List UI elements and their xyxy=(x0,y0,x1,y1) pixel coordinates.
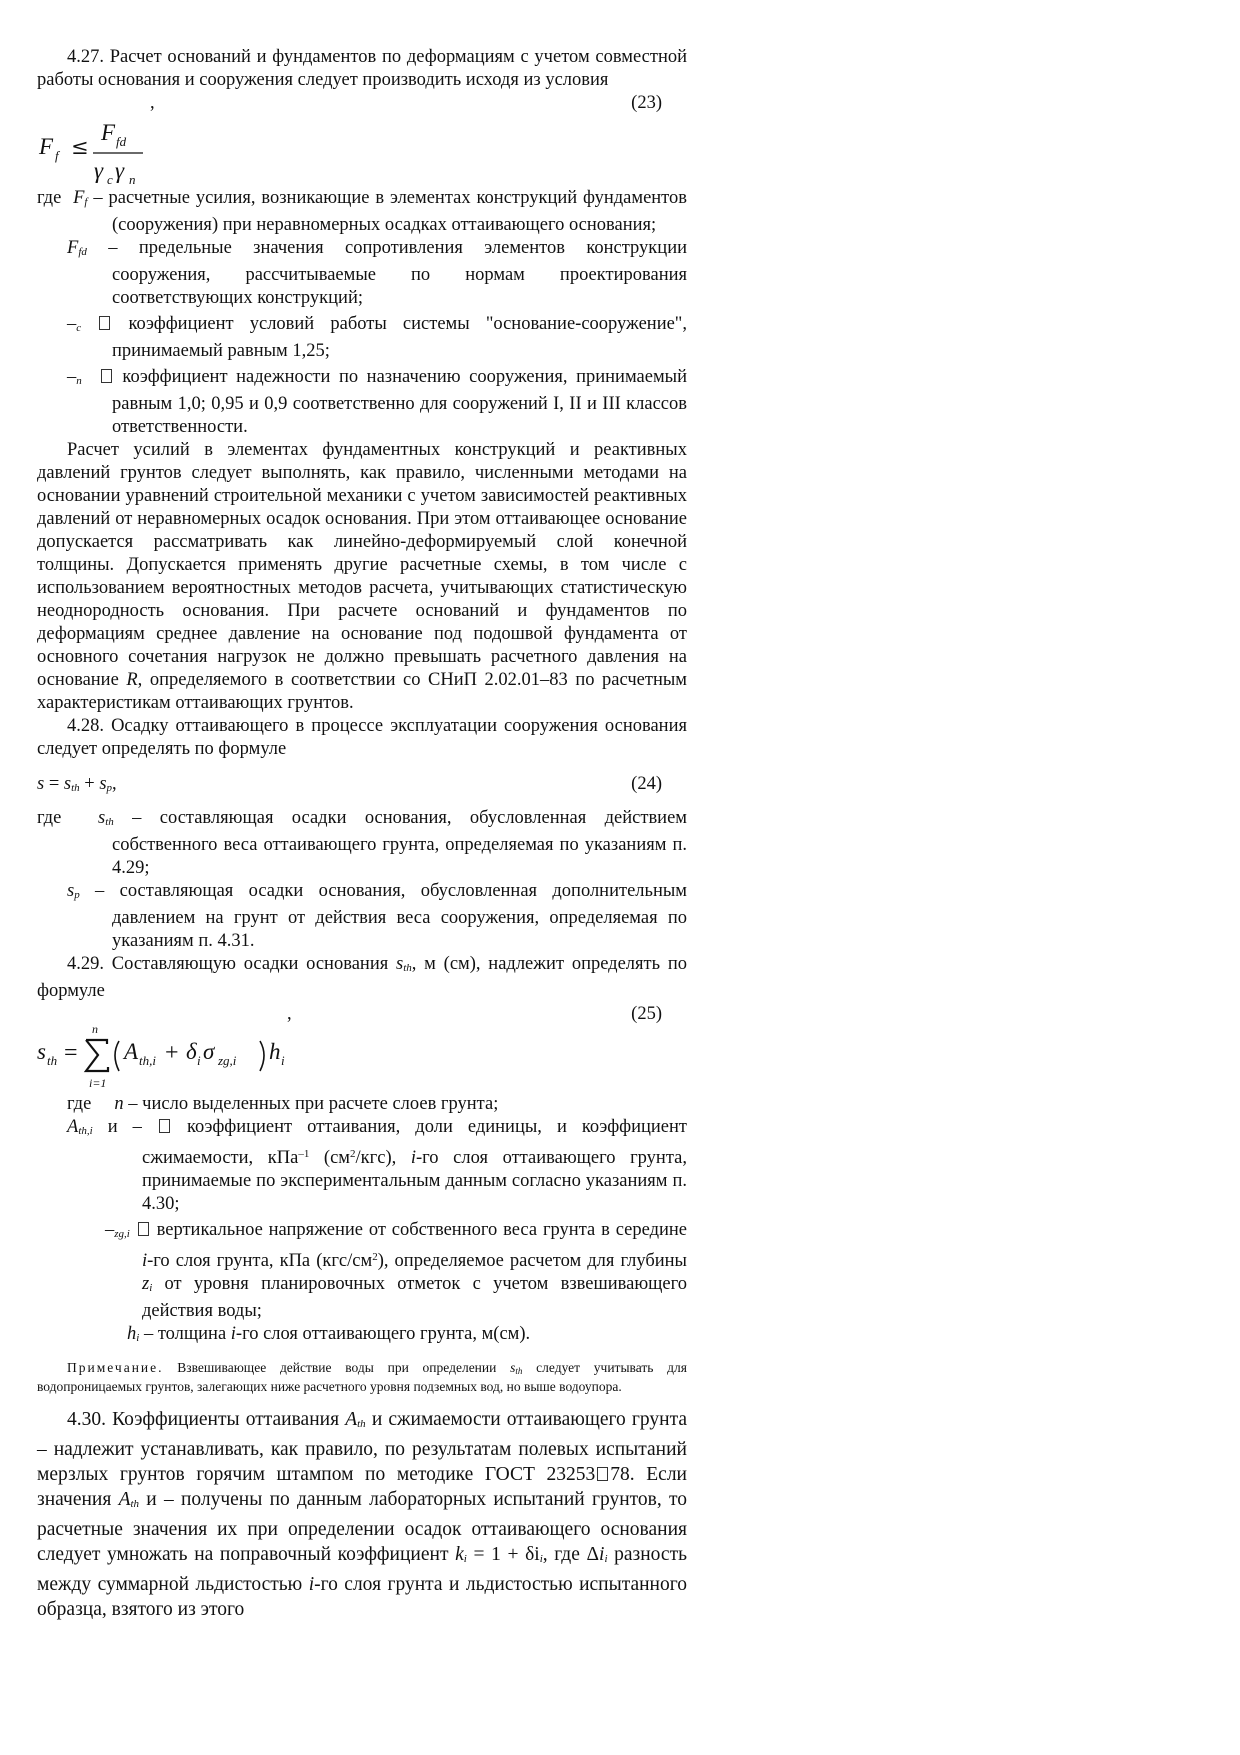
formula-plus: + xyxy=(165,1040,179,1066)
symbol: s xyxy=(396,954,404,974)
formula-h-sub: i xyxy=(281,1053,285,1068)
definition-text: -го слоя оттаивающего грунта, принимаемые по экспериментальным данным согласно указаниям п. 4.30; xyxy=(142,1148,687,1214)
symbol-sub: f xyxy=(84,196,88,208)
definition-sigma xyxy=(37,1219,687,1323)
missing-glyph-icon xyxy=(138,1222,149,1236)
formula-s: s xyxy=(37,774,45,794)
right-paren-icon xyxy=(260,1041,264,1071)
paragraph-4-30 xyxy=(37,1407,687,1622)
definition-text: -го слоя грунта, кПа (кгс/см xyxy=(147,1251,373,1271)
symbol-sub: th xyxy=(130,1498,140,1510)
formula-sigma: σ xyxy=(203,1039,215,1064)
symbol-sub: i xyxy=(463,1553,467,1565)
paragraph-text: -го слоя грунта и льдистостью испытанного образца, взятого из этого xyxy=(37,1574,687,1620)
formula-gamma-n-sub: n xyxy=(129,172,136,187)
definition-sp xyxy=(37,880,687,953)
symbol: F xyxy=(67,238,79,258)
definition-text: /кгс), xyxy=(355,1148,411,1168)
symbol-i: i xyxy=(142,1251,148,1271)
sum-lower-limit: i=1 xyxy=(89,1076,107,1090)
definition-text: – расчетные усилия, возникающие в элементах конструкций фундаментов (сооружения) при неравномерных осадках оттаивающего основания; xyxy=(87,188,688,235)
symbol-sub: fd xyxy=(78,246,87,258)
symbol-sub: n xyxy=(76,375,82,387)
formula-s2: s xyxy=(99,774,107,794)
symbol-sub: i xyxy=(604,1553,608,1565)
paragraph-4-27: 4.27. Расчет оснований и фундаментов по деформациям с учетом совместной работы основания и сооружения следует производить исходя из условия xyxy=(37,47,687,90)
formula-relation: ≤ xyxy=(71,135,89,159)
symbol: A xyxy=(118,1489,131,1510)
symbol: h xyxy=(127,1324,137,1344)
symbol-sub: th xyxy=(105,816,114,828)
formula-s2-sub: p xyxy=(106,782,113,794)
superscript: 2 xyxy=(350,1148,356,1160)
equation-comma: , xyxy=(287,1004,292,1024)
note-text: следует учитывать для водопроницаемых грунтов, залегающих ниже расчетного уровня подземных вод, но выше водоупора. xyxy=(37,1360,687,1394)
paragraph-text: , где Δ xyxy=(542,1544,600,1565)
missing-glyph-icon xyxy=(597,1467,608,1481)
formula-s1: s xyxy=(63,774,72,794)
paragraph-text: = 1 + δi xyxy=(466,1544,540,1565)
definition-gamma-c xyxy=(37,313,687,363)
formula-s: s xyxy=(37,1039,46,1064)
formula-gamma-c-sub: c xyxy=(107,172,113,187)
definition-text: вертикальное напряжение от собственного веса грунта в середине xyxy=(150,1220,687,1240)
formula-plus: + xyxy=(79,774,100,794)
note-label: Примечание. xyxy=(67,1360,164,1375)
symbol: s xyxy=(67,881,75,901)
note xyxy=(37,1360,687,1395)
note-text: Взвешивающее действие воды при определении xyxy=(163,1360,511,1375)
equation-comma: , xyxy=(150,93,155,113)
definition-text: – составляющая осадки основания, обусловленная дополнительным давлением на грунт от действия веса сооружения, определяемая по указаниям п. 4.31. xyxy=(79,881,687,951)
symbol: – xyxy=(105,1220,115,1240)
formula-24 xyxy=(37,773,117,800)
formula-s-sub: th xyxy=(47,1053,58,1068)
formula-h: h xyxy=(269,1039,281,1064)
symbol-i: i xyxy=(230,1324,236,1344)
definition-text: коэффициент условий работы системы "основание-сооружение", принимаемый равным 1,25; xyxy=(112,314,687,361)
paragraph-text: 78. Если значения xyxy=(37,1464,687,1510)
formula-equals: = xyxy=(64,1040,78,1066)
document-page xyxy=(37,46,687,1622)
equation-25-row xyxy=(37,1003,687,1023)
symbol-sub: i xyxy=(136,1332,140,1344)
formula-23-svg xyxy=(37,112,177,187)
equation-number-23: (23) xyxy=(631,93,662,113)
definition-n xyxy=(37,1093,687,1116)
symbol: F xyxy=(73,188,85,208)
missing-glyph-icon xyxy=(159,1119,170,1133)
formula-25 xyxy=(37,1023,687,1093)
formula-sigma-sub: zg,i xyxy=(218,1053,237,1068)
symbol-R: R xyxy=(126,670,138,690)
symbol: n xyxy=(114,1094,124,1114)
equation-23-row xyxy=(37,92,687,112)
formula-delta: δ xyxy=(186,1039,197,1064)
symbol-sub: p xyxy=(74,889,80,901)
definition-text: – предельные значения сопротивления элементов конструкции сооружения, рассчитываемые по нормам проектирования соответствующих конструкций; xyxy=(86,238,687,308)
paragraph-text: 4.29. Составляющую осадки основания xyxy=(67,954,397,974)
paragraph-calculation xyxy=(37,439,687,715)
symbol-sub: th xyxy=(357,1418,366,1430)
symbol-i: i xyxy=(410,1148,416,1168)
sum-upper-limit: n xyxy=(92,1023,98,1036)
equation-number-25: (25) xyxy=(631,1004,662,1024)
formula-eq: = xyxy=(44,774,64,794)
superscript: 2 xyxy=(372,1251,378,1263)
formula-numerator: F xyxy=(101,120,116,145)
definition-text: коэффициент оттаивания, доли единицы, и коэффициент сжимаемости, кПа xyxy=(142,1117,687,1168)
symbol: i xyxy=(599,1544,605,1565)
definition-text: – толщина xyxy=(139,1324,231,1344)
symbol-i: i xyxy=(308,1574,315,1595)
where-word: где xyxy=(37,808,62,828)
definition-Ffd xyxy=(37,237,687,310)
symbol: – xyxy=(67,314,77,334)
definition-text: – число выделенных при расчете слоев грунта; xyxy=(123,1094,499,1114)
definition-text: – составляющая осадки основания, обусловленная действием собственного веса оттаивающего грунта, определяемая по указаниям п. 4.29; xyxy=(112,808,688,878)
definition-A-th xyxy=(37,1116,687,1216)
paragraph-text: , определяемого в соответствии со СНиП 2.02.01–83 по расчетным характеристикам оттаивающих грунтов. xyxy=(37,670,687,713)
symbol-sub: c xyxy=(76,322,82,334)
paragraph-text: разность между суммарной льдистостью xyxy=(37,1544,687,1595)
paragraph-text: Расчет усилий в элементах фундаментных конструкций и реактивных давлений грунтов следует выполнять, как правило, численными методами на основании уравнений строительной механики с учетом зависимостей реактивных давлений от неравномерных осадок основания. При этом оттаивающее основание допускается рассматривать как линейно-деформируемый слой конечной толщины. Допускается применять другие расчетные схемы, в том числе с использованием вероятностных методов расчета, учитывающих статистическую неоднородность основания. При расчете оснований и фундаментов по деформациям среднее давление на основание под подошвой фундамента от основного сочетания нагрузок не должно превышать расчетного давления на основание xyxy=(37,440,687,690)
formula-A-sub: th,i xyxy=(139,1053,156,1068)
where-word: где xyxy=(67,1094,92,1114)
missing-glyph-icon xyxy=(99,316,110,330)
equation-number-24: (24) xyxy=(631,774,662,794)
formula-25-svg xyxy=(37,1023,297,1093)
formula-gamma-n: γ xyxy=(115,158,125,183)
equation-24-row xyxy=(37,769,687,797)
symbol: – xyxy=(67,367,77,387)
formula-A: A xyxy=(124,1039,139,1064)
paragraph-text: и – получены по данным лабораторных испытаний грунтов, то расчетные значения их при определении осадок оттаивающего основания следует умножать на поправочный коэффициент xyxy=(37,1489,687,1565)
formula-delta-sub: i xyxy=(197,1053,201,1068)
symbol: A xyxy=(67,1117,79,1137)
definition-text: коэффициент надежности по назначению сооружения, принимаемый равным 1,0; 0,95 и 0,9 соответственно для сооружений I, II и III классов ответственности. xyxy=(112,367,687,437)
symbol: s xyxy=(510,1360,516,1375)
definition-text: (см xyxy=(309,1148,351,1168)
missing-glyph-icon xyxy=(101,369,112,383)
where-word: где xyxy=(37,188,62,208)
formula-gamma-c: γ xyxy=(94,158,104,183)
symbol: A xyxy=(345,1409,358,1430)
formula-tail: , xyxy=(112,774,117,794)
symbol-z: z xyxy=(142,1274,150,1294)
definition-h xyxy=(37,1323,687,1350)
sum-sign-icon xyxy=(86,1040,108,1071)
symbol-sub: i xyxy=(149,1282,153,1294)
superscript: –1 xyxy=(298,1148,310,1160)
paragraph-text: 4.30. Коэффициенты оттаивания xyxy=(67,1409,346,1430)
formula-lhs-sub: f xyxy=(55,148,59,163)
paragraph-4-28: 4.28. Осадку оттаивающего в процессе эксплуатации сооружения основания следует определять по формуле xyxy=(37,716,687,759)
symbol-sub: th,i xyxy=(78,1125,93,1137)
paragraph-text: , м (см), надлежит определять по формуле xyxy=(37,954,687,1001)
definition-sth xyxy=(37,807,687,880)
left-paren-icon xyxy=(115,1041,119,1071)
symbol-sub: th xyxy=(515,1366,523,1376)
definition-text: от уровня планировочных отметок с учетом взвешивающего действия воды; xyxy=(142,1274,687,1321)
formula-23 xyxy=(37,112,687,187)
definition-text: -го слоя оттаивающего грунта, м(см). xyxy=(235,1324,531,1344)
symbol: s xyxy=(98,808,106,828)
paragraph-text: и сжимаемости оттаивающего грунта – надлежит устанавливать, как правило, по результатам полевых испытаний мерзлых грунтов горячим штампом по методике ГОСТ 23253 xyxy=(37,1409,687,1485)
symbol-sub: th xyxy=(403,962,412,974)
formula-numerator-sub: fd xyxy=(116,134,127,149)
definition-Ff xyxy=(37,187,687,237)
paragraph-4-29 xyxy=(37,953,687,1003)
formula-lhs: F xyxy=(39,134,54,159)
symbol-sub: i xyxy=(539,1553,543,1565)
symbol: k xyxy=(455,1544,464,1565)
definition-text: и – xyxy=(92,1117,157,1137)
definition-text: ), определяемое расчетом для глубины xyxy=(377,1251,687,1271)
definition-gamma-n xyxy=(37,366,687,439)
formula-s1-sub: th xyxy=(71,782,80,794)
symbol-sub: zg,i xyxy=(114,1228,130,1240)
